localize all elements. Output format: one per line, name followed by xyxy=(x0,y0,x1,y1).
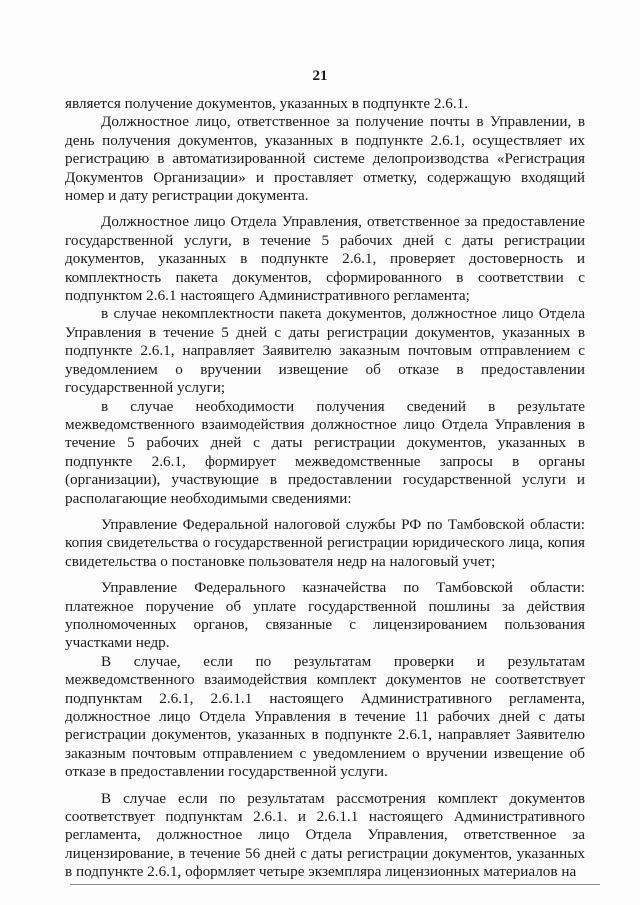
page-number: 21 xyxy=(312,68,328,84)
paragraph-5: в случае необходимости получения сведений в результате межведомственного взаимодействия должностное лицо Отдела Управления в течение 5 рабочих дней с даты регистрации документов, указанных в подпункте 2.6.1, формирует межведомственные запросы в органы (организации), участвующие в предоставлении государственной услуги и располагающие необходимыми сведениями: xyxy=(65,397,585,507)
page-body xyxy=(65,95,585,882)
paragraph-7: Управление Федерального казначейства по Тамбовской области: платежное поручение об уплате государственной пошлины за действия уполномоченных органов, связанные с лицензированием пользования участками недр. xyxy=(65,579,585,652)
paragraph-4: в случае некомплектности пакета документов, должностное лицо Отдела Управления в течение 5 дней с даты регистрации документов, указанных в подпункте 2.6.1, направляет Заявителю заказным почтовым отправлением с уведомлением о вручении извещение об отказе в предоставлении государственной услуги; xyxy=(65,305,585,397)
paragraph-2: Должностное лицо, ответственное за получение почты в Управлении, в день получения документов, указанных в подпункте 2.6.1, осуществляет их регистрацию в автоматизированной системе делопроизводства «Регистрация Документов Организации» и проставляет отметку, содержащую входящий номер и дату регистрации документа. xyxy=(65,113,585,205)
paragraph-1: является получение документов, указанных в подпункте 2.6.1. xyxy=(65,95,469,112)
bottom-divider xyxy=(70,884,600,885)
paragraph-3: Должностное лицо Отдела Управления, ответственное за предоставление государственной услуги, в течение 5 рабочих дней с даты регистрации документов, указанных в подпункте 2.6.1, проверяет достоверность и комплектность пакета документов, сформированного в соответствии с подпунктом 2.6.1 настоящего Административного регламента; xyxy=(65,213,585,305)
paragraph-8: В случае, если по результатам проверки и результатам межведомственного взаимодействия комплект документов не соответствует подпунктам 2.6.1, 2.6.1.1 настоящего Административного регламента, должностное лицо Отдела Управления в течение 11 рабочих дней с даты регистрации документов, указанных в подпункте 2.6.1, направляет Заявителю заказным почтовым отправлением с уведомлением о вручении извещение об отказе в предоставлении государственной услуги. xyxy=(65,652,585,781)
paragraph-6: Управление Федеральной налоговой службы РФ по Тамбовской области: копия свидетельства о государственной регистрации юридического лица, копия свидетельства о постановке пользователя недр на налоговый учет; xyxy=(65,515,585,570)
paragraph-9: В случае если по результатам рассмотрения комплект документов соответствует подпунктам 2.6.1. и 2.6.1.1 настоящего Административного регламента, должностное лицо Отдела Управления, ответственное за лицензирование, в течение 56 дней с даты регистрации документов, указанных в подпункте 2.6.1, оформляет четыре экземпляра лицензионных материалов на xyxy=(65,789,585,881)
